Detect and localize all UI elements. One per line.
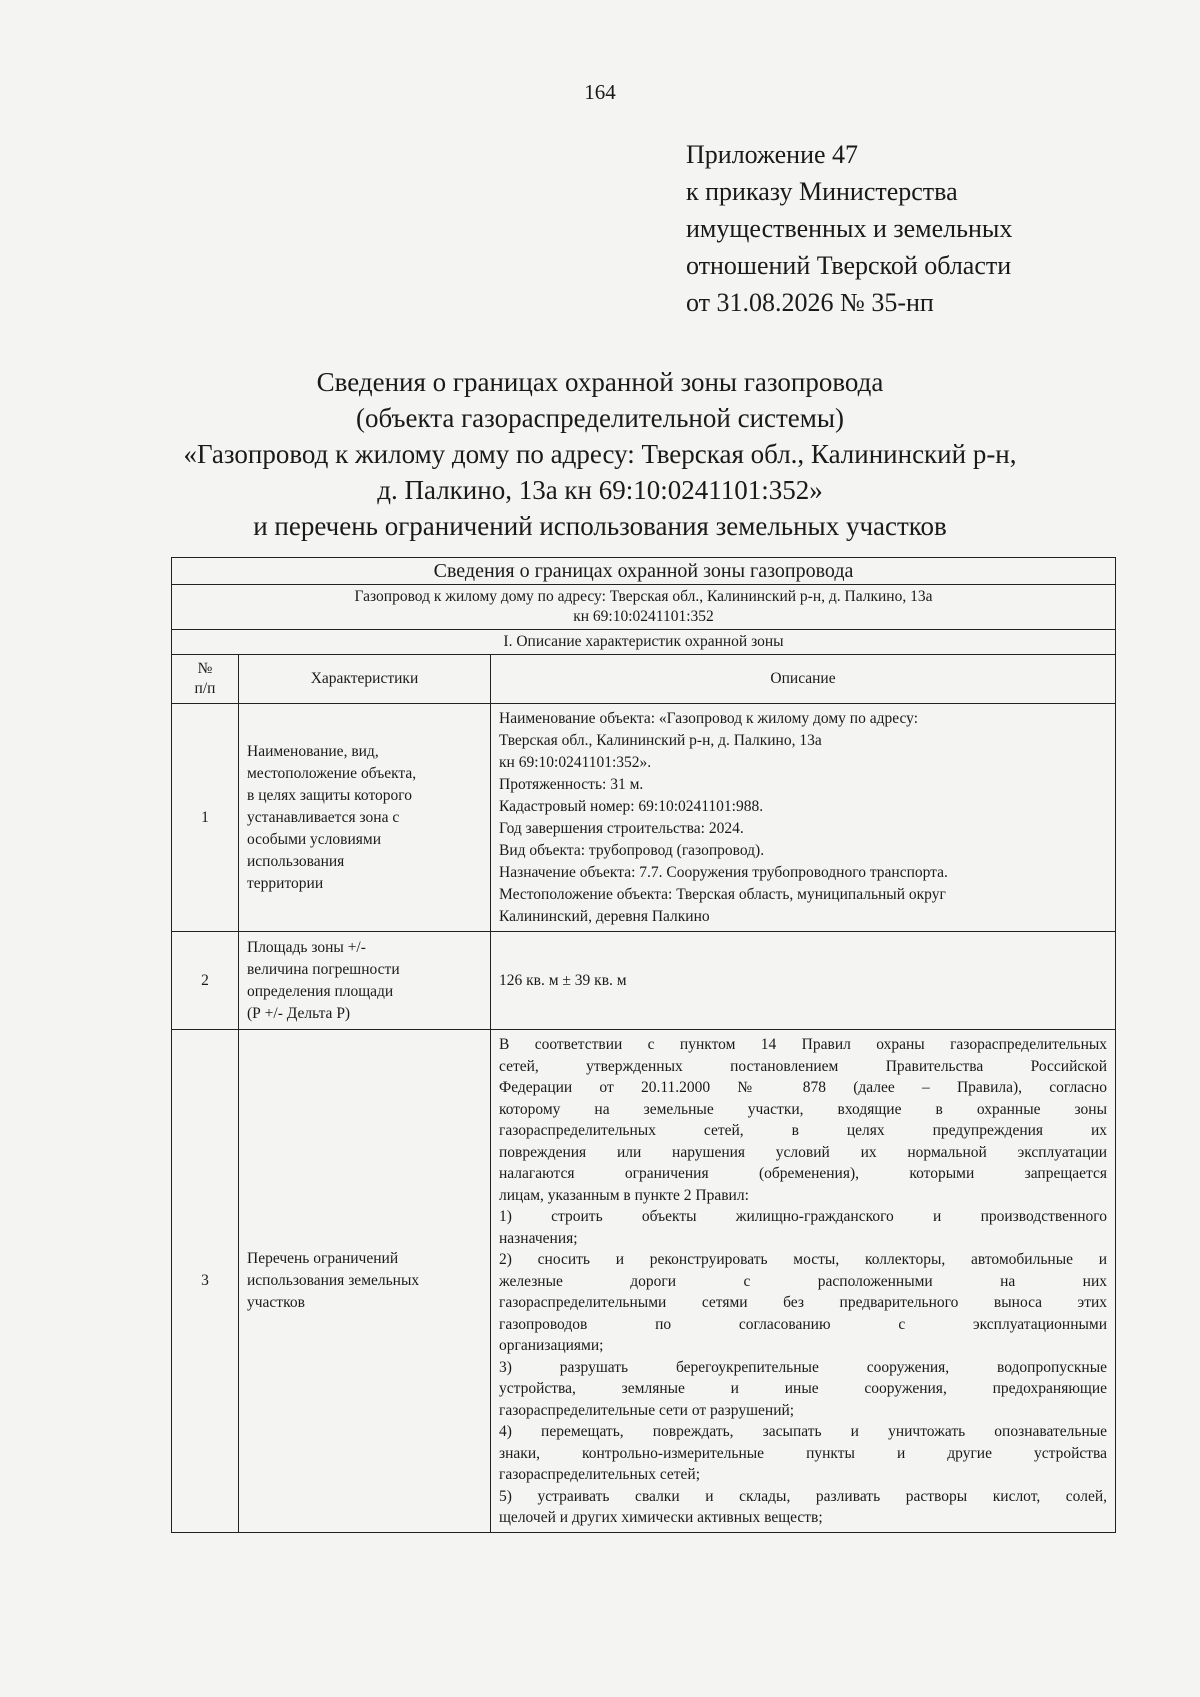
description-line: 2) сносить и реконструировать мосты, коллекторы, автомобильные и xyxy=(499,1251,1108,1268)
description-line: организациями; xyxy=(499,1337,604,1354)
appendix-block xyxy=(686,136,1012,321)
characteristic-line: территории xyxy=(247,874,324,892)
characteristic-line: особыми условиями xyxy=(247,830,382,848)
description-line: знаки, контрольно-измерительные пункты и другие устройства xyxy=(499,1444,1108,1462)
description-line: Калининский, деревня Палкино xyxy=(499,907,710,925)
description-line: газораспределительными сетями без предварительного выноса этих xyxy=(499,1294,1108,1311)
characteristic-line: величина погрешности xyxy=(247,960,400,978)
appendix-line: от 31.08.2026 № 35-нп xyxy=(686,288,934,317)
description-line: 3) разрушать берегоукрепительные сооружения, водопропускные xyxy=(499,1358,1108,1376)
description-line: Кадастровый номер: 69:10:0241101:988. xyxy=(499,797,764,815)
description-line: сетей, утвержденных постановлением Правительства Российской xyxy=(499,1057,1108,1075)
characteristic-line: участков xyxy=(247,1293,305,1311)
description-line: 4) перемещать, повреждать, засыпать и уничтожать опознавательные xyxy=(499,1423,1108,1440)
row-description xyxy=(491,932,1116,1030)
table-row xyxy=(172,932,1116,1030)
appendix-line: к приказу Министерства xyxy=(686,177,958,206)
column-header-number xyxy=(172,655,239,704)
description-line: Тверская обл., Калининский р-н, д. Палкино, 13а xyxy=(499,731,822,749)
description-line: Год завершения строительства: 2024. xyxy=(499,819,744,837)
description-line: 5) устраивать свалки и склады, разливать растворы кислот, солей, xyxy=(499,1487,1108,1505)
description-line: 1) строить объекты жилищно-гражданского и производственного xyxy=(499,1208,1108,1225)
characteristic-line: использования земельных xyxy=(247,1271,420,1289)
description-line: железные дороги с расположенными на них xyxy=(499,1272,1108,1290)
row-characteristic xyxy=(239,932,491,1030)
table-subtitle-line: Газопровод к жилому дому по адресу: Тверская обл., Калининский р-н, д. Палкино, 13а xyxy=(354,588,933,605)
row-description xyxy=(491,1030,1116,1533)
description-line: кн 69:10:0241101:352». xyxy=(499,753,652,771)
appendix-line: имущественных и земельных xyxy=(686,214,1013,243)
heading-line: Сведения о границах охранной зоны газопровода xyxy=(316,367,884,397)
appendix-line: Приложение 47 xyxy=(686,140,859,169)
description-line: которому на земельные участки, входящие в охранные зоны xyxy=(499,1100,1108,1118)
description-line: Наименование объекта: «Газопровод к жилому дому по адресу: xyxy=(499,709,919,727)
description-line: газопроводов по согласованию с эксплуатационными xyxy=(499,1315,1108,1333)
column-header-characteristics: Характеристики xyxy=(239,655,491,704)
heading-line: и перечень ограничений использования земельных участков xyxy=(253,511,947,541)
characteristic-line: Наименование, вид, xyxy=(247,742,379,760)
description-line: Местоположение объекта: Тверская область, муниципальный округ xyxy=(499,885,946,903)
page-number: 164 xyxy=(584,80,616,104)
characteristic-line: местоположение объекта, xyxy=(247,764,417,782)
heading-line: «Газопровод к жилому дому по адресу: Тверская обл., Калининский р-н, xyxy=(183,439,1017,469)
table-section-title: I. Описание характеристик охранной зоны xyxy=(172,630,1116,655)
table-row xyxy=(172,1030,1116,1533)
characteristic-line: определения площади xyxy=(247,982,394,1000)
appendix-line: отношений Тверской области xyxy=(686,251,1012,280)
description-line: газораспределительных сетей; xyxy=(499,1466,701,1483)
row-characteristic xyxy=(239,1030,491,1533)
description-line: В соответствии с пунктом 14 Правил охраны газораспределительных xyxy=(499,1036,1108,1053)
description-line: газораспределительные сети от разрушений; xyxy=(499,1401,795,1419)
row-characteristic xyxy=(239,704,491,932)
description-line: назначения; xyxy=(499,1229,578,1247)
table-subtitle-line: кн 69:10:0241101:352 xyxy=(573,608,714,625)
description-line: Протяженность: 31 м. xyxy=(499,775,644,793)
column-header-number-line: № xyxy=(197,660,213,677)
description-line: налагаются ограничения (обременения), которыми запрещается xyxy=(499,1165,1108,1182)
characteristic-line: использования xyxy=(247,852,345,870)
row-number: 1 xyxy=(172,704,239,932)
description-line: Федерации от 20.11.2000 № 878 (далее – Правила), согласно xyxy=(499,1079,1108,1096)
description-line: 126 кв. м ± 39 кв. м xyxy=(499,971,627,989)
table-title: Сведения о границах охранной зоны газопровода xyxy=(172,558,1116,585)
protection-zone-table xyxy=(171,557,1116,1533)
row-number: 3 xyxy=(172,1030,239,1533)
row-description xyxy=(491,704,1116,932)
column-header-description: Описание xyxy=(491,655,1116,704)
characteristic-line: (Р +/- Дельта Р) xyxy=(247,1004,351,1022)
description-line: газораспределительных сетей, в целях предупреждения их xyxy=(499,1122,1108,1139)
characteristic-line: Площадь зоны +/- xyxy=(247,938,366,956)
heading-line: д. Палкино, 13а кн 69:10:0241101:352» xyxy=(377,475,823,505)
description-line: Вид объекта: трубопровод (газопровод). xyxy=(499,841,765,859)
table-header-row xyxy=(172,655,1116,704)
row-number: 2 xyxy=(172,932,239,1030)
column-header-number-line: п/п xyxy=(194,680,216,697)
description-line: устройства, земляные и иные сооружения, предохраняющие xyxy=(499,1380,1108,1397)
table-subtitle xyxy=(172,585,1116,630)
heading-line: (объекта газораспределительной системы) xyxy=(355,403,845,433)
characteristic-line: в целях защиты которого xyxy=(247,786,412,804)
description-line: повреждения или нарушения условий их нормальной эксплуатации xyxy=(499,1143,1108,1161)
document-heading xyxy=(150,364,1050,544)
description-line: щелочей и других химически активных веществ; xyxy=(499,1509,823,1526)
characteristic-line: Перечень ограничений xyxy=(247,1249,399,1267)
characteristic-line: устанавливается зона с xyxy=(247,808,400,826)
description-line: Назначение объекта: 7.7. Сооружения трубопроводного транспорта. xyxy=(499,863,948,881)
description-line: лицам, указанным в пункте 2 Правил: xyxy=(499,1186,749,1204)
table-row xyxy=(172,704,1116,932)
